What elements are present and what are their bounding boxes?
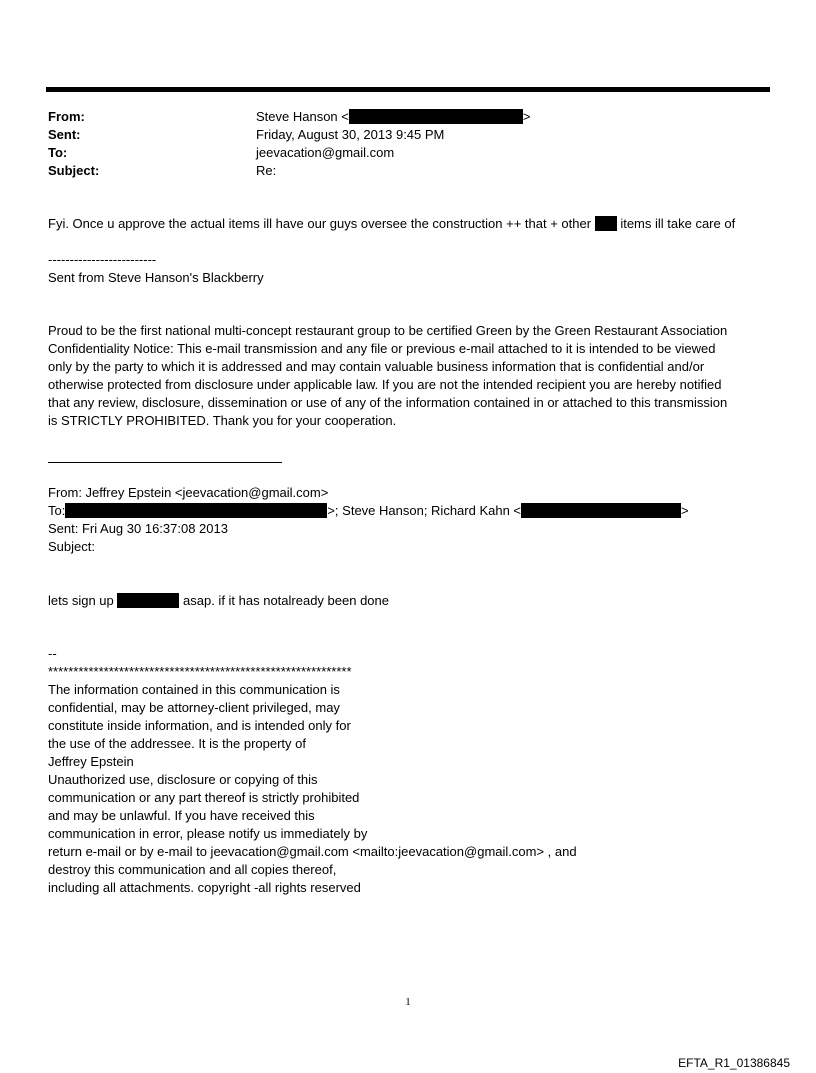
notice-line: only by the party to which it is addressed and may contain valuable business information that is confidential and/or [48,359,705,374]
to-value: jeevacation@gmail.com [256,145,395,160]
footer-line: Unauthorized use, disclosure or copying of this [48,772,318,787]
sent-value: Friday, August 30, 2013 9:45 PM [256,127,445,142]
message-text-a: Fyi. Once u approve the actual items ill have our guys oversee the construction ++ that + other [48,216,592,231]
confidentiality-notice [48,322,727,430]
redaction-box [349,109,523,124]
footer-line: communication in error, please notify us immediately by [48,826,368,841]
footer-line: confidential, may be attorney-client privileged, may [48,700,340,715]
to-row [48,144,768,162]
subject-label: Subject: [48,163,100,178]
email-header [48,108,768,180]
subject-row [48,162,768,180]
separator-rule [48,462,282,463]
fwd-sent: Sent: Fri Aug 30 16:37:08 2013 [48,521,228,536]
redaction-box [521,503,681,518]
page-number: 1 [405,996,411,1008]
from-close: > [522,109,531,124]
footer-line: including all attachments. copyright -all rights reserved [48,880,361,895]
footer-stars: ************************************************************ [48,664,352,679]
from-value: Steve Hanson < [256,109,349,124]
redaction-box [595,216,617,231]
fwd-subject: Subject: [48,539,95,554]
notice-line: Confidentiality Notice: This e-mail transmission and any file or previous e-mail attached to it is intended to be viewed [48,341,716,356]
footer-dashdash: -- [48,646,57,661]
signature-dashes: ------------------------- [48,252,157,267]
footer-line: communication or any part thereof is strictly prohibited [48,790,360,805]
header-rule [46,87,770,92]
sent-label: Sent: [48,127,81,142]
fwd-from: From: Jeffrey Epstein <jeevacation@gmail.com> [48,485,329,500]
signature: Sent from Steve Hanson's Blackberry [48,270,264,285]
from-label: From: [48,109,85,124]
forwarded-header [48,484,689,556]
notice-line: Proud to be the first national multi-concept restaurant group to be certified Green by the Green Restaurant Association [48,323,728,338]
message-text-b: items ill take care of [620,216,736,231]
to-label: To: [48,145,68,160]
footer-disclaimer [48,645,577,897]
message-line [48,215,768,233]
fwd-to: To: >; Steve Hanson; Richard Kahn < > [48,503,689,518]
footer-line: the use of the addressee. It is the property of [48,736,306,751]
notice-line: otherwise protected from disclosure under applicable law. If you are not the intended recipient you are hereby notified [48,377,722,392]
forwarded-message: lets sign up asap. if it has notalready been done [48,593,389,608]
redaction-box [65,503,327,518]
footer-line: destroy this communication and all copies thereof, [48,862,337,877]
document-id: EFTA_R1_01386845 [678,1056,790,1070]
from-row [48,108,768,126]
footer-line: return e-mail or by e-mail to jeevacation@gmail.com <mailto:jeevacation@gmail.com> , and [48,844,577,859]
subject-value: Re: [256,163,277,178]
redaction-box [117,593,179,608]
notice-line: that any review, disclosure, dissemination or use of any of the information contained in or attached to this transmission [48,395,728,410]
sent-row [48,126,768,144]
footer-line: and may be unlawful. If you have received this [48,808,315,823]
footer-line: Jeffrey Epstein [48,754,134,769]
footer-line: constitute inside information, and is intended only for [48,718,351,733]
notice-line: is STRICTLY PROHIBITED. Thank you for your cooperation. [48,413,397,428]
footer-line: The information contained in this communication is [48,682,340,697]
